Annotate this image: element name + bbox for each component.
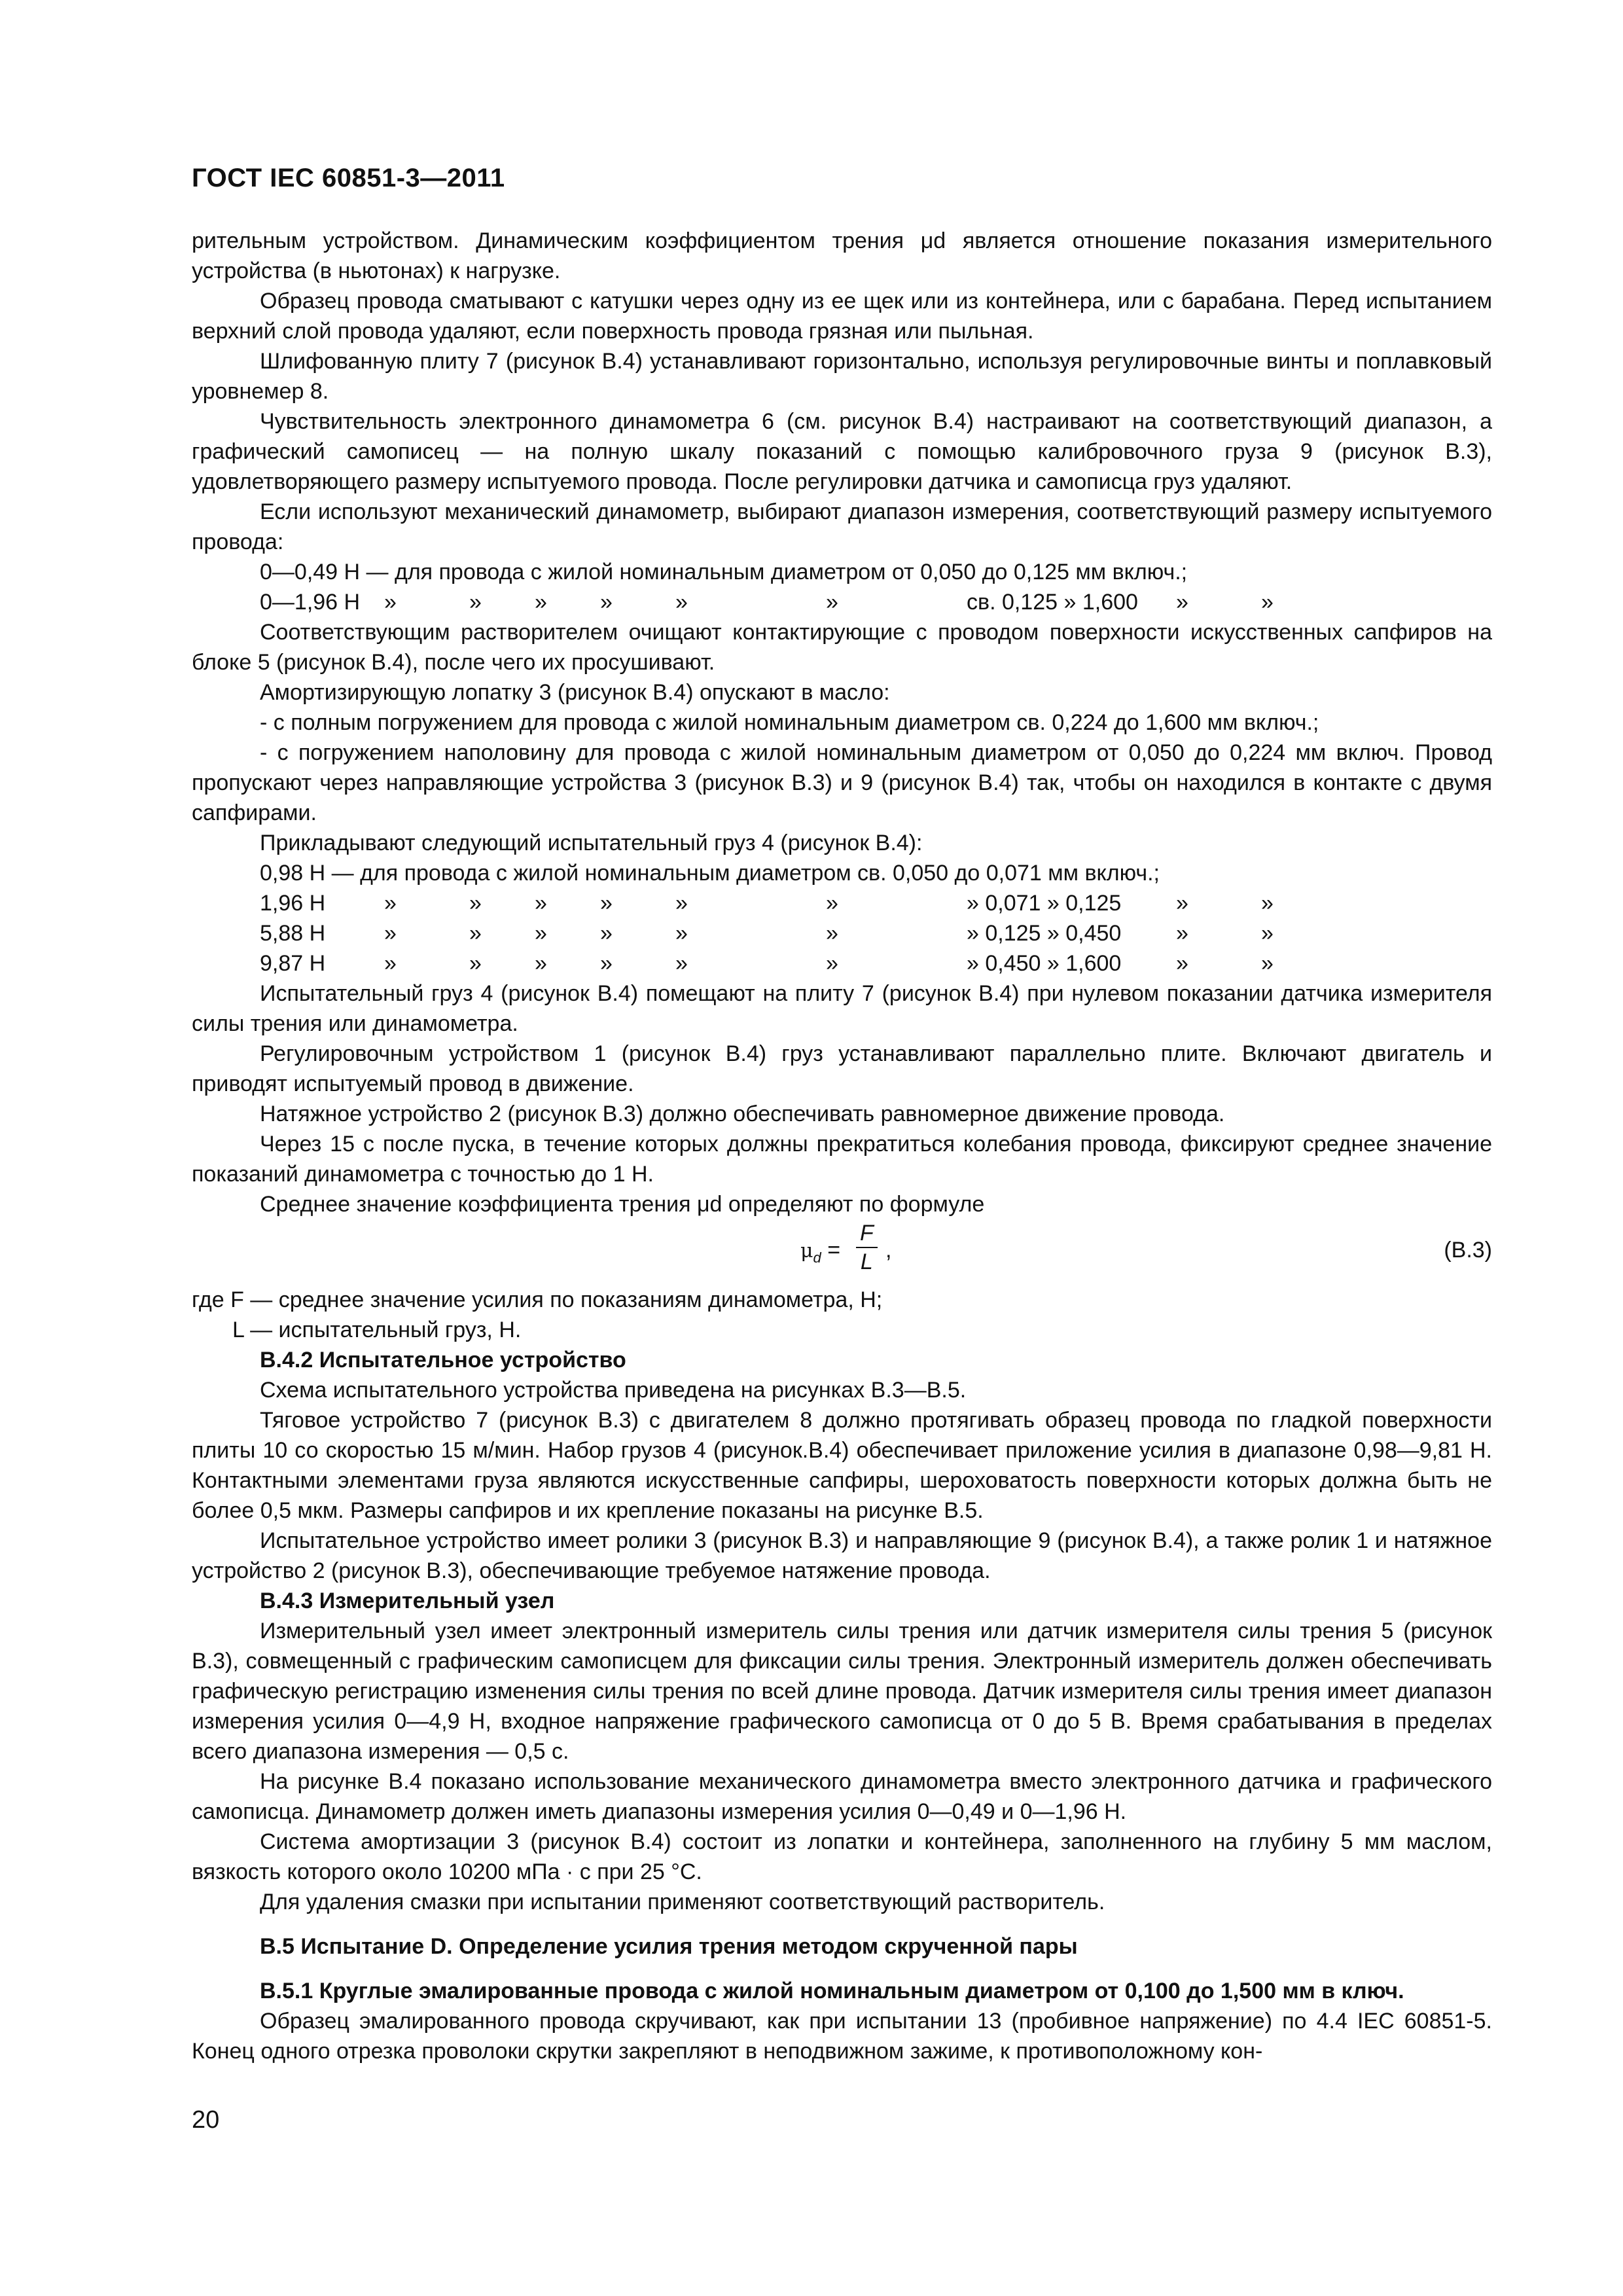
load-diameter: » 0,450 » 1,600 [967, 951, 1122, 976]
ditto-mark: » [1176, 891, 1188, 916]
paragraph: Соответствующим растворителем очищают контактирующие с проводом поверхности искусственных сапфиров на блоке 5 (рисунок B.4), после чего их просушивают. [192, 620, 1492, 675]
ditto-mark: » [826, 951, 838, 976]
section-heading: B.5.1 Круглые эмалированные провода с жилой номинальным диаметром от 0,100 до 1,500 мм в ключ. [260, 1979, 1404, 2003]
paragraph: Если используют механический динамометр, выбирают диапазон измерения, соответствующий размеру испытуемого провода: [192, 499, 1492, 554]
paragraph: На рисунке B.4 показано использование механического динамометра вместо электронного датчика и графического самописца. Динамометр должен иметь диапазоны измерения усилия 0—0,49 и 0—1,96 Н. [192, 1769, 1492, 1824]
section-heading: B.4.2 Испытательное устройство [260, 1348, 626, 1372]
ditto-mark: » [1261, 951, 1274, 976]
ditto-mark: » [535, 590, 547, 615]
range-line [192, 587, 1492, 617]
load-row [192, 888, 1492, 918]
paragraph: Измерительный узел имеет электронный измеритель силы трения или датчик измерителя силы трения 5 (рисунок B.3), совмещенный с графическим самописцем для фиксации силы трения. Электронный измеритель должен обеспечивать графическую регистрацию изменения силы трения по всей длине провода. Датчик измерителя силы трения имеет диапазон измерения усилия 0—4,9 Н, входное напряжение графического самописца от 0 до 5 В. Время срабатывания в пределах всего диапазона измерения — 0,5 с. [192, 1619, 1492, 1764]
ditto-mark: » [1176, 590, 1188, 615]
ditto-mark: » [469, 891, 482, 916]
load-table [192, 888, 1492, 978]
load-value: 1,96 Н [260, 891, 326, 916]
paragraph: Прикладывают следующий испытательный груз 4 (рисунок B.4): [260, 831, 923, 855]
ditto-mark: » [535, 921, 547, 946]
paragraph: рительным устройством. Динамическим коэффициентом трения μd является отношение показания измерительного устройства (в ньютонах) к нагрузке. [192, 228, 1492, 283]
range-line: 0—0,49 Н — для провода с жилой номинальным диаметром от 0,050 до 0,125 мм включ.; [260, 560, 1188, 584]
ditto-mark: » [535, 891, 547, 916]
section-heading: B.5 Испытание D. Определение усилия трения методом скрученной пары [260, 1934, 1078, 1959]
ditto-mark: » [600, 951, 613, 976]
load-row [192, 948, 1492, 978]
paragraph: Испытательное устройство имеет ролики 3 (рисунок B.3) и направляющие 9 (рисунок B.4), а также ролик 1 и натяжное устройство 2 (рисунок B.3), обеспечивающие требуемое натяжение провода. [192, 1528, 1492, 1583]
ditto-mark: » [384, 891, 397, 916]
formula-comma: , [885, 1238, 892, 1263]
paragraph: Шлифованную плиту 7 (рисунок B.4) устанавливают горизонтально, используя регулировочные винты и поплавковый уровнемер 8. [192, 349, 1492, 404]
ditto-mark: » [1261, 590, 1274, 615]
paragraph: Для удаления смазки при испытании применяют соответствующий растворитель. [260, 1890, 1105, 1914]
ditto-mark: » [675, 590, 688, 615]
page-header: ГОСТ IEC 60851-3—2011 [192, 164, 505, 192]
load-value: 5,88 Н [260, 921, 326, 946]
ditto-mark: » [384, 951, 397, 976]
ditto-mark: » [384, 590, 397, 615]
formula-fraction: $\frac{F}{L}$ [856, 1219, 878, 1276]
paragraph: Образец эмалированного провода скручивают, как при испытании 13 (пробивное напряжение) по 4.4 IEC 60851-5. Конец одного отрезка проволоки скрутки закрепляют в неподвижном зажиме, к противоположному кон- [192, 2009, 1492, 2064]
formula-lhs: $\mu_d$ = [800, 1238, 841, 1266]
range-diameter: св. 0,125 » 1,600 [967, 590, 1138, 615]
paragraph: Регулировочным устройством 1 (рисунок B.4) груз устанавливают параллельно плите. Включают двигатель и приводят испытуемый провод в движение. [192, 1041, 1492, 1096]
load-diameter: » 0,071 » 0,125 [967, 891, 1122, 916]
ditto-mark: » [469, 590, 482, 615]
list-item: - с погружением наполовину для провода с жилой номинальным диаметром от 0,050 до 0,224 мм включ. Провод пропускают через направляющие устройства 3 (рисунок B.3) и 9 (рисунок B.4) так, чтобы он находился в контакте с двумя сапфирами. [192, 740, 1492, 825]
ditto-mark: » [675, 891, 688, 916]
ditto-mark: » [469, 951, 482, 976]
range-value: 0—1,96 Н [260, 590, 361, 615]
formula-legend: L — испытательный груз, Н. [232, 1318, 522, 1342]
paragraph: Натяжное устройство 2 (рисунок B.3) должно обеспечивать равномерное движение провода. [260, 1102, 1225, 1126]
ditto-mark: » [675, 921, 688, 946]
paragraph: Амортизирующую лопатку 3 (рисунок B.4) опускают в масло: [260, 680, 890, 705]
paragraph: Испытательный груз 4 (рисунок B.4) помещают на плиту 7 (рисунок B.4) при нулевом показании датчика измерителя силы трения или динамометра. [192, 981, 1492, 1036]
paragraph: Система амортизации 3 (рисунок B.4) состоит из лопатки и контейнера, заполненного на глубину 5 мм маслом, вязкость которого около 10200 мПа · с при 25 °С. [192, 1829, 1492, 1884]
ditto-mark: » [600, 590, 613, 615]
paragraph: Среднее значение коэффициента трения μd определяют по формуле [260, 1192, 985, 1217]
ditto-mark: » [826, 921, 838, 946]
section-heading: B.4.3 Измерительный узел [260, 1588, 555, 1613]
formula-number: (B.3) [1444, 1238, 1492, 1263]
load-row [192, 918, 1492, 948]
ditto-mark: » [675, 951, 688, 976]
ditto-mark: » [384, 921, 397, 946]
list-item: - с полным погружением для провода с жилой номинальным диаметром св. 0,224 до 1,600 мм включ.; [260, 710, 1319, 735]
ditto-mark: » [600, 921, 613, 946]
ditto-mark: » [1176, 921, 1188, 946]
paragraph: Схема испытательного устройства приведена на рисунках B.3—B.5. [260, 1378, 967, 1403]
load-diameter: » 0,125 » 0,450 [967, 921, 1122, 946]
formula-b3 [192, 1219, 1492, 1285]
document-page [192, 164, 1492, 2066]
paragraph: Образец провода сматывают с катушки через одну из ее щек или из контейнера, или с барабана. Перед испытанием верхний слой провода удаляют, если поверхность провода грязная или пыльная. [192, 289, 1492, 344]
load-value: 9,87 Н [260, 951, 326, 976]
ditto-mark: » [600, 891, 613, 916]
page-number: 20 [192, 2106, 220, 2134]
load-line: 0,98 Н — для провода с жилой номинальным диаметром св. 0,050 до 0,071 мм включ.; [260, 861, 1160, 886]
paragraph: Через 15 с после пуска, в течение которых должны прекратиться колебания провода, фиксируют среднее значение показаний динамометра с точностью до 1 Н. [192, 1132, 1492, 1187]
paragraph: Чувствительность электронного динамометра 6 (см. рисунок B.4) настраивают на соответствующий диапазон, а графический самописец — на полную шкалу показаний с помощью калибровочного груза 9 (рисунок B.3), удовлетворяющего размеру испытуемого провода. После регулировки датчика и самописца груз удаляют. [192, 409, 1492, 494]
formula-legend: где F — среднее значение усилия по показаниям динамометра, Н; [192, 1287, 883, 1312]
ditto-mark: » [826, 590, 838, 615]
paragraph: Тяговое устройство 7 (рисунок B.3) с двигателем 8 должно протягивать образец провода по гладкой поверхности плиты 10 со скоростью 15 м/мин. Набор грузов 4 (рисунок.B.4) обеспечивает приложение усилия в диапазоне 0,98—9,81 Н. Контактными элементами груза являются искусственные сапфиры, шероховатость поверхности которых должна быть не более 0,5 мкм. Размеры сапфиров и их крепление показаны на рисунке B.5. [192, 1408, 1492, 1523]
ditto-mark: » [826, 891, 838, 916]
ditto-mark: » [469, 921, 482, 946]
ditto-mark: » [1176, 951, 1188, 976]
ditto-mark: » [1261, 891, 1274, 916]
ditto-mark: » [535, 951, 547, 976]
ditto-mark: » [1261, 921, 1274, 946]
